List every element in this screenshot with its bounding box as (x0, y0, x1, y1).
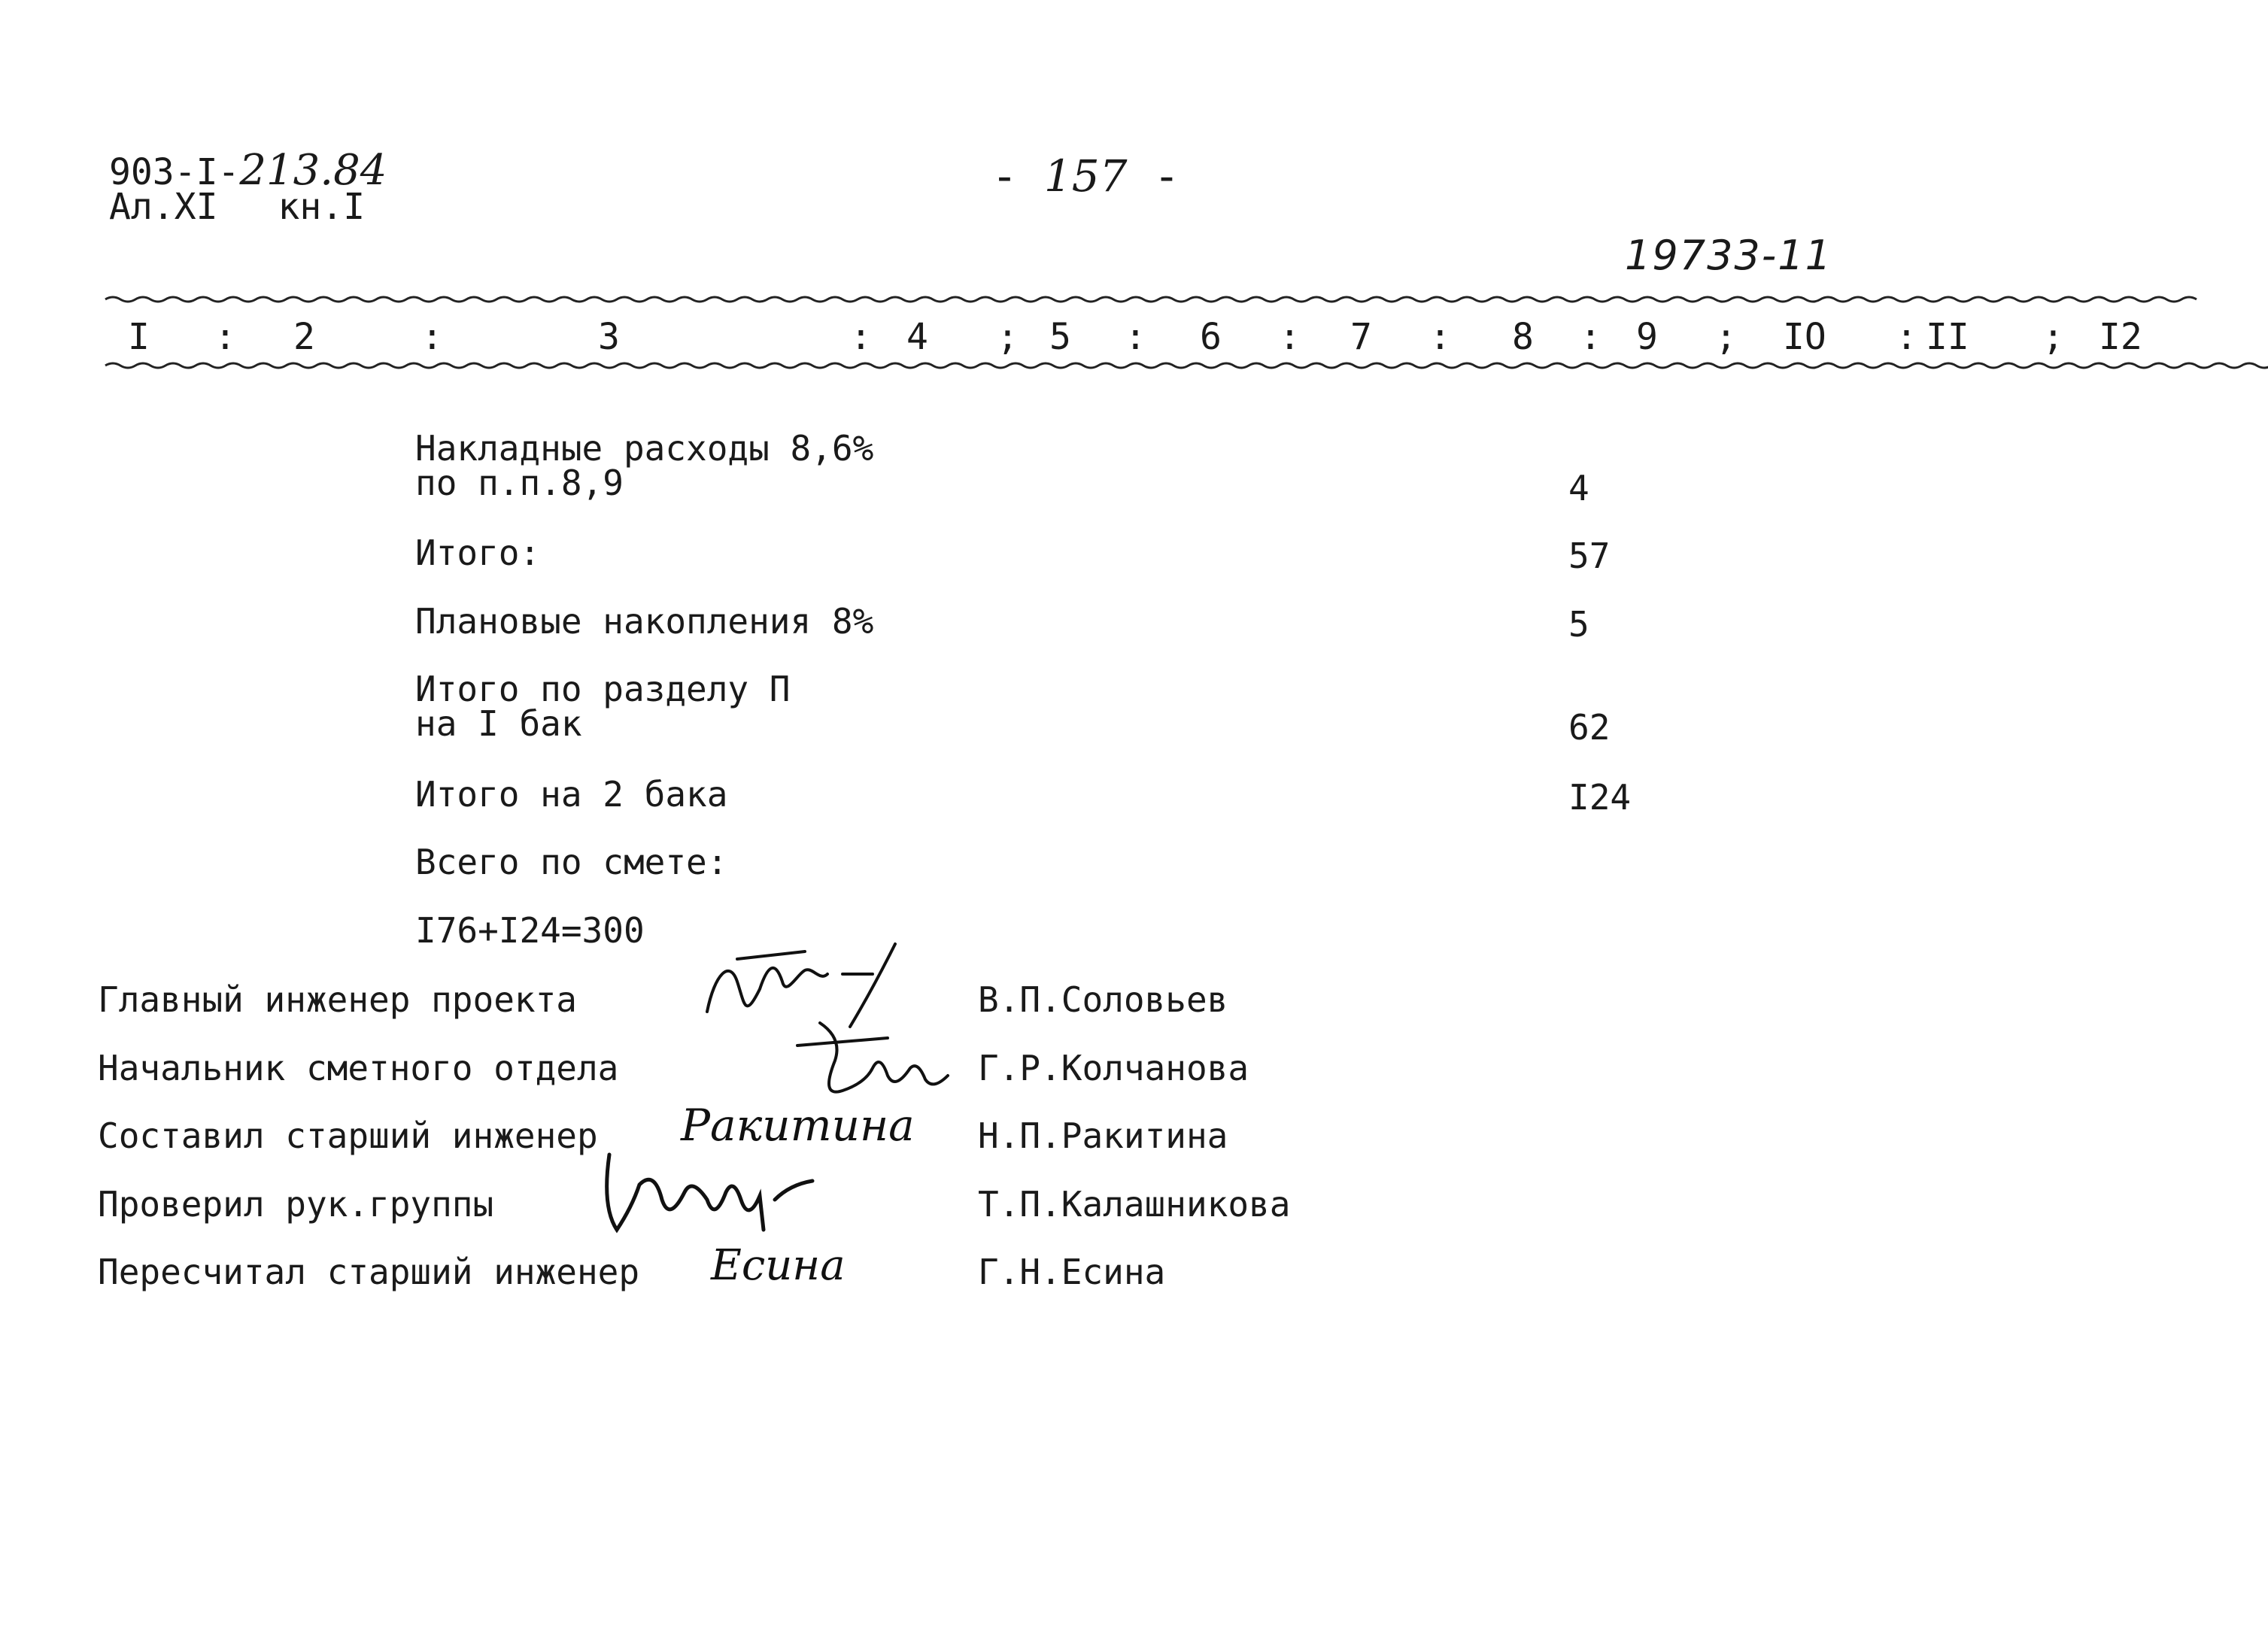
signatory-name: Н.П.Ракитина (978, 1115, 1228, 1156)
item-label: Итого по разделу П (415, 669, 791, 709)
item-value: 4 (1568, 468, 1589, 508)
signatory-name: В.П.Соловьев (978, 979, 1228, 1020)
signatory-name: Г.Н.Есина (978, 1252, 1166, 1292)
column-number: 8 (1512, 316, 1534, 358)
page-number-value: 157 (1043, 150, 1128, 202)
item-label: Итого: (415, 533, 541, 573)
column-separator: : (850, 316, 872, 358)
item-label: Итого на 2 бака (415, 774, 728, 815)
item-two-tanks-total (415, 774, 728, 815)
column-number: I2 (2099, 316, 2142, 358)
column-separator: : (214, 316, 236, 358)
column-number: 9 (1636, 316, 1658, 358)
item-label: Плановые накопления 8% (415, 601, 874, 642)
page-dash-right: - (1153, 150, 1180, 202)
item-label: I76+I24=300 (415, 910, 645, 951)
item-overhead (415, 428, 874, 503)
item-value: 62 (1568, 707, 1611, 748)
item-value: 57 (1568, 536, 1611, 576)
signature-rakitina: Ракитина (681, 1100, 915, 1151)
item-label: Накладные расходы 8,6% (415, 428, 874, 469)
page-dash-left: - (991, 150, 1018, 202)
signatory-title: Пересчитал старший инженер (98, 1252, 640, 1292)
column-number: 3 (598, 316, 620, 358)
column-separator: : (1896, 316, 1917, 358)
album-label: Ал.XI (109, 186, 218, 228)
column-separator: ; (1715, 316, 1737, 358)
document-code-printed: 903-I- (109, 151, 240, 193)
column-separator: : (1580, 316, 1602, 358)
signatory-title: Составил старший инженер (98, 1115, 598, 1156)
column-number: 4 (906, 316, 928, 358)
bottom-wavy-rule (105, 363, 2268, 368)
signatory-title: Главный инженер проекта (98, 979, 577, 1020)
top-wavy-rule (105, 297, 2197, 302)
signature-kalashnikova (594, 1140, 820, 1245)
item-estimate-total (415, 842, 728, 882)
signatory-name: Г.Р.Колчанова (978, 1048, 1249, 1088)
column-separator: ; (2042, 316, 2064, 358)
item-value: 5 (1568, 604, 1589, 645)
column-separator: : (1279, 316, 1301, 358)
item-label-continued: по п.п.8,9 (415, 463, 624, 503)
signatory-title: Проверил рук.группы (98, 1184, 494, 1225)
column-separator: : (1125, 316, 1146, 358)
column-number: IO (1783, 316, 1826, 358)
column-number: 6 (1200, 316, 1222, 358)
column-number: 5 (1049, 316, 1071, 358)
column-number: 7 (1350, 316, 1372, 358)
item-estimate-formula (415, 910, 645, 951)
signatory-title: Начальник сметного отдела (98, 1048, 619, 1088)
signature-kolchanova (790, 1008, 970, 1113)
column-number: II (1926, 316, 1969, 358)
signature-esina: Есина (711, 1241, 846, 1290)
column-numbers-row (105, 316, 2189, 361)
column-separator: ; (997, 316, 1019, 358)
sheet-number: 19733-11 (1625, 232, 1832, 279)
column-number: 2 (293, 316, 315, 358)
book-label: кн.I (278, 186, 366, 228)
item-value: I24 (1568, 777, 1632, 818)
item-subtotal (415, 533, 541, 573)
item-label: Всего по смете: (415, 842, 728, 882)
document-code-handwritten: 213.84 (239, 146, 387, 195)
signatory-name: Т.П.Калашникова (978, 1184, 1291, 1225)
column-number: I (128, 316, 150, 358)
item-planned-savings (415, 601, 874, 642)
column-separator: : (421, 316, 443, 358)
item-section-total (415, 669, 791, 744)
column-separator: : (1429, 316, 1451, 358)
item-label-continued: на I бак (415, 703, 582, 744)
